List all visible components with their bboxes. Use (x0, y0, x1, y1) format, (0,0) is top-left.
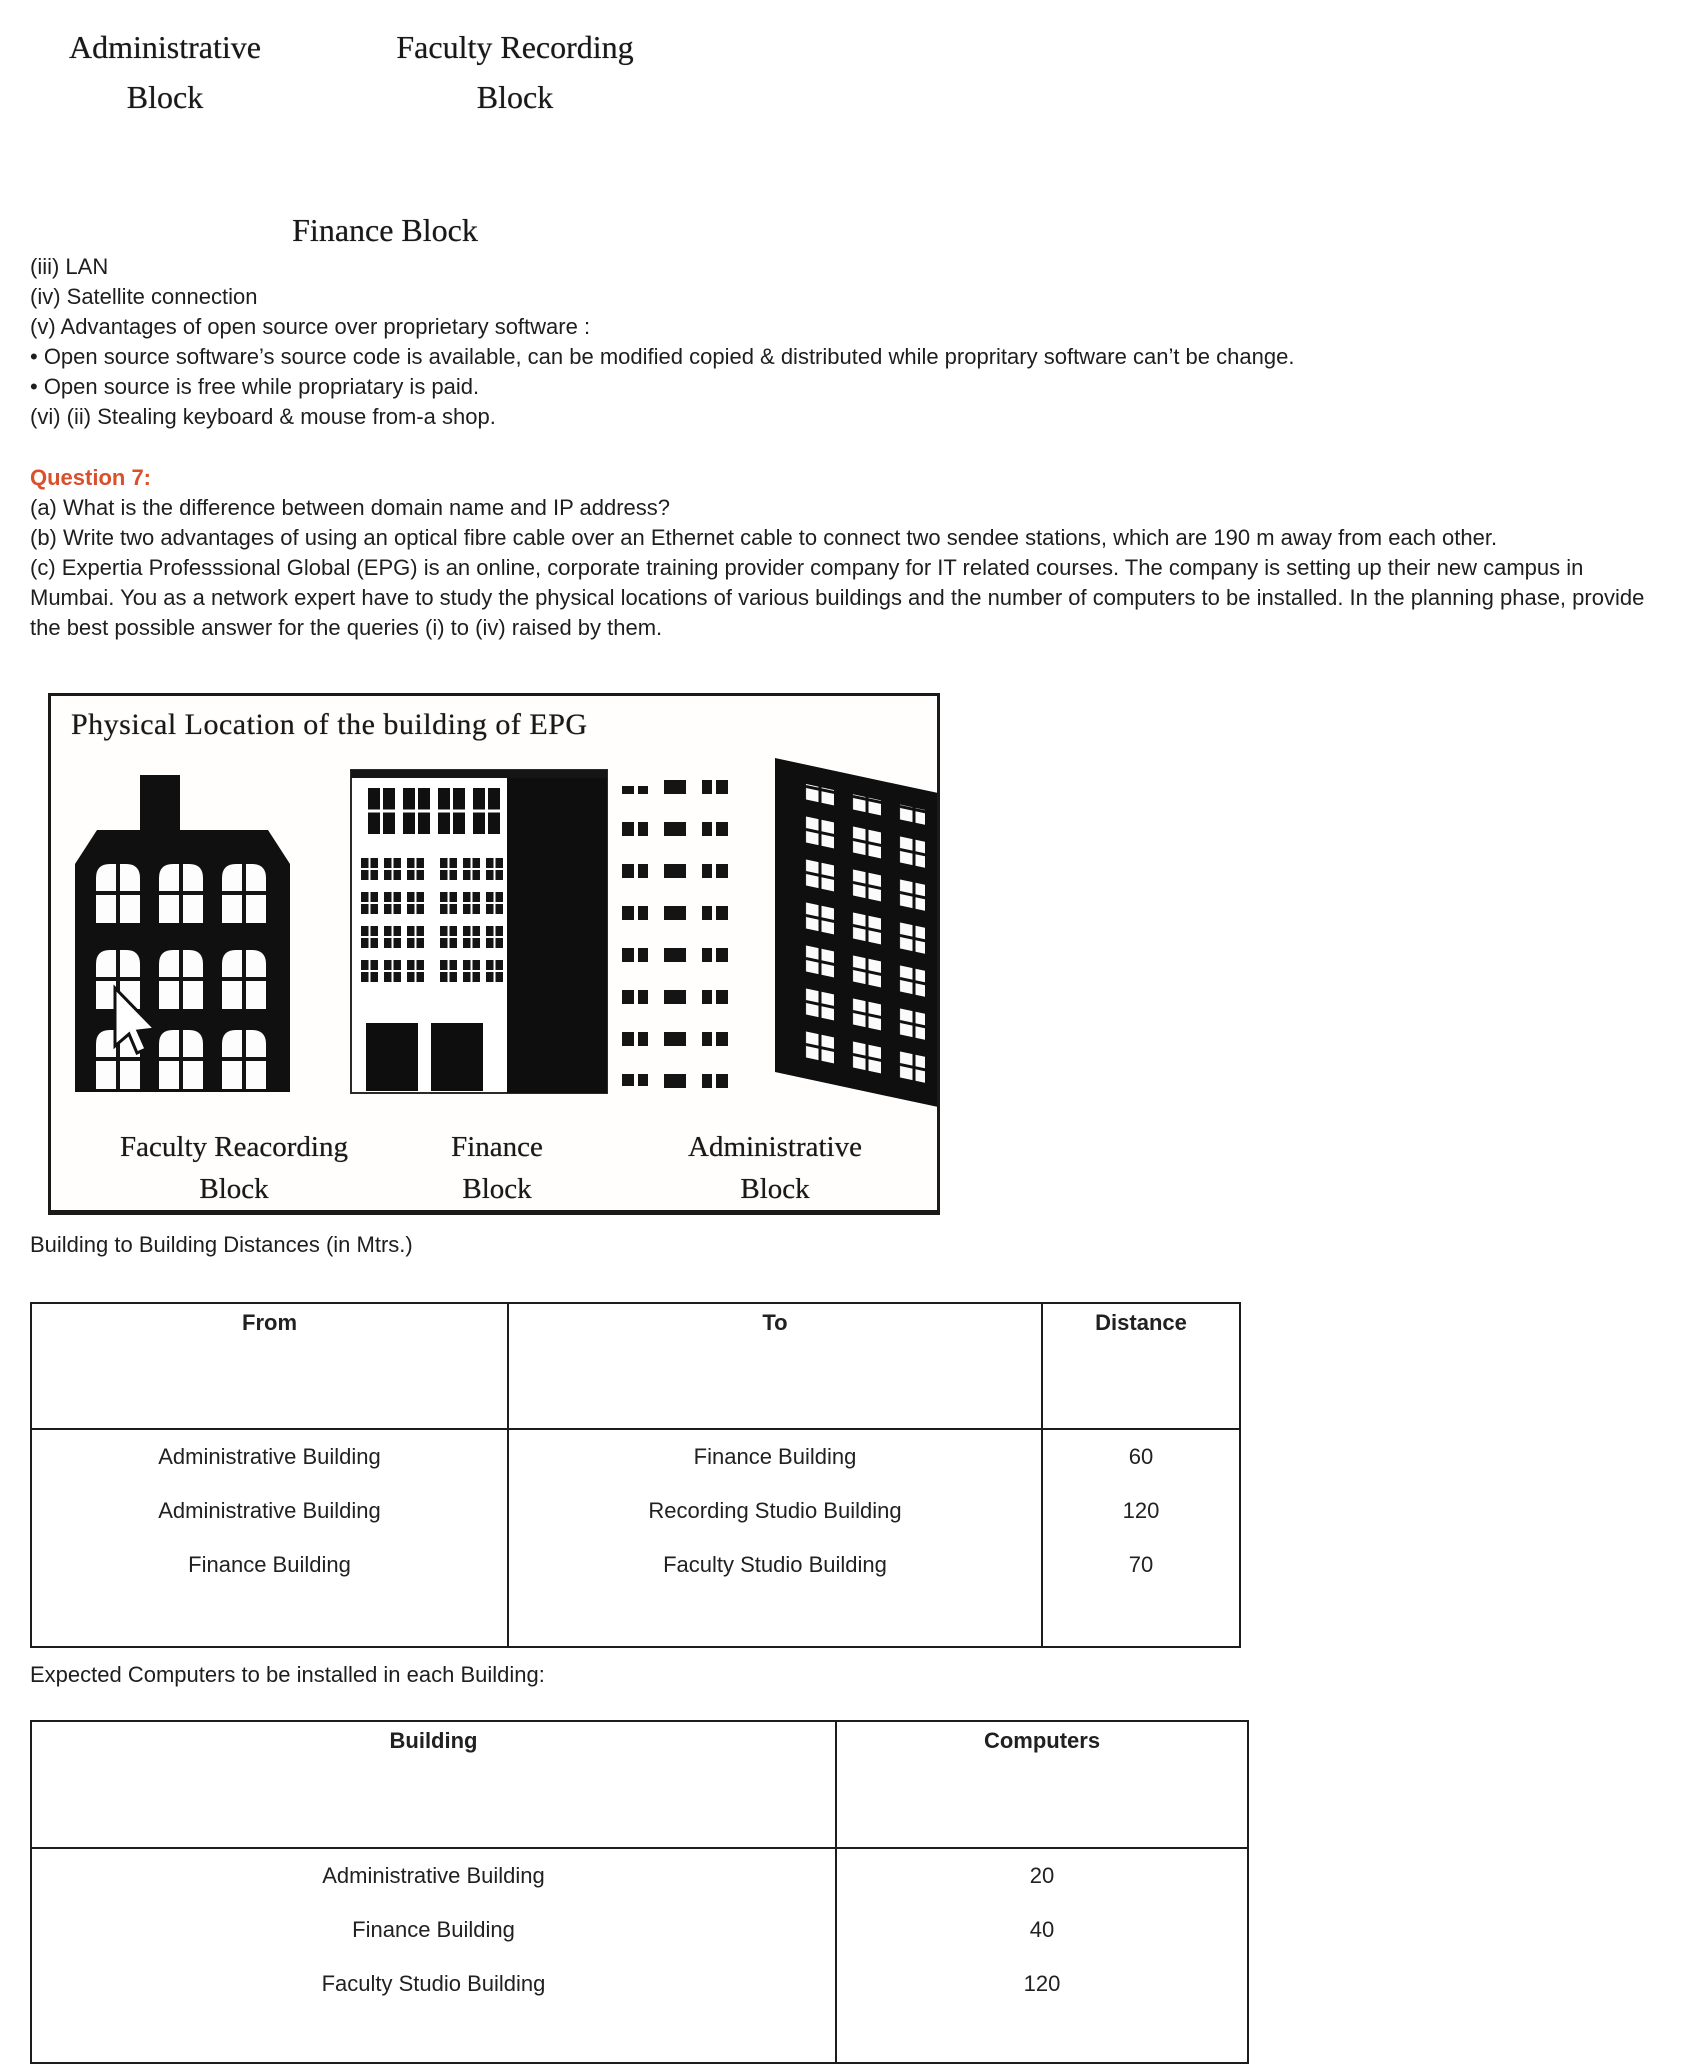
cell-line: Finance Building (693, 1444, 857, 1469)
scan-heading-finance-block: Finance Block (292, 212, 478, 248)
table-cell (508, 1429, 1042, 1647)
cell-line: Recording Studio Building (648, 1498, 902, 1523)
question-part-c: (c) Expertia Professsional Global (EPG) is an online, corporate training provider company for IT related courses. The company is setting up their new campus in Mumbai. You as a network expert have to study the physical locations of various buildings and the number of computers to be installed. In the planning phase, provide the best possible answer for the queries (i) to (iv) raised by them. (30, 555, 1645, 640)
column-header: Computers (836, 1721, 1248, 1848)
cell-line: Administrative Building (322, 1863, 545, 1888)
label-line: Faculty Reacording (120, 1131, 348, 1163)
building-illustration-finance (351, 770, 607, 1093)
label-line: Finance (451, 1131, 543, 1163)
answer-list (30, 252, 1660, 432)
building-illustration-faculty-recording (75, 775, 290, 1092)
question-part-a: (a) What is the difference between domain name and IP address? (30, 495, 671, 520)
label-line: Block (462, 1173, 532, 1205)
heading-line: Block (476, 79, 554, 115)
heading-line: Faculty Recording (396, 29, 634, 65)
column-header: Building (31, 1721, 836, 1848)
question7-block (30, 463, 1660, 643)
column-header: Distance (1042, 1303, 1240, 1429)
chimney (140, 775, 180, 837)
cell-line: 40 (1029, 1917, 1055, 1942)
cell-line: Finance Building (352, 1917, 515, 1942)
label-line: Block (740, 1173, 810, 1205)
table-cell (1042, 1429, 1240, 1647)
cell-line: Faculty Studio Building (321, 1971, 546, 1996)
answer-line: • Open source is free while propriatary is paid. (30, 374, 480, 399)
building-illustration-administrative (622, 752, 937, 1107)
computers-table (30, 1720, 1249, 2064)
cell-line: 120 (1023, 1971, 1061, 1996)
answer-line: (iii) LAN (30, 254, 109, 279)
figure-frame (48, 693, 940, 1215)
distances-caption: Building to Building Distances (in Mtrs.) (30, 1232, 413, 1257)
column-header: From (31, 1303, 508, 1429)
building-label-finance (397, 1126, 597, 1210)
computers-caption: Expected Computers to be installed in each Building: (30, 1662, 545, 1687)
table-cell (836, 1848, 1248, 2063)
cell-line: Faculty Studio Building (663, 1552, 887, 1577)
scan-heading-faculty-recording-block (355, 22, 675, 122)
cell-line: Finance Building (188, 1552, 351, 1577)
distances-table (30, 1302, 1241, 1648)
heading-line: Administrative (69, 29, 261, 65)
column-header: To (508, 1303, 1042, 1429)
table-cell (31, 1429, 508, 1647)
label-line: Administrative (688, 1131, 862, 1163)
figure-title: Physical Location of the building of EPG (71, 708, 588, 741)
cell-line: 20 (1029, 1863, 1055, 1888)
building-label-administrative (625, 1126, 925, 1210)
heading-line: Block (126, 79, 204, 115)
question-heading: Question 7: (30, 465, 152, 490)
scan-heading-administrative-block (40, 22, 290, 122)
table-cell (31, 1848, 836, 2063)
answer-line: (v) Advantages of open source over proprietary software : (30, 314, 591, 339)
cell-line: 120 (1122, 1498, 1160, 1523)
question-part-b: (b) Write two advantages of using an optical fibre cable over an Ethernet cable to connect two sendee stations, which are 190 m away from each other. (30, 525, 1498, 550)
building-label-faculty-recording (84, 1126, 384, 1210)
label-line: Block (199, 1173, 269, 1205)
answer-line: • Open source software’s source code is available, can be modified copied & distributed while propritary software can’t be change. (30, 344, 1295, 369)
cell-line: Administrative Building (158, 1444, 381, 1469)
cell-line: Administrative Building (158, 1498, 381, 1523)
cell-line: 60 (1128, 1444, 1154, 1469)
cell-line: 70 (1128, 1552, 1154, 1577)
answer-line: (iv) Satellite connection (30, 284, 258, 309)
answer-line: (vi) (ii) Stealing keyboard & mouse from-a shop. (30, 404, 496, 429)
